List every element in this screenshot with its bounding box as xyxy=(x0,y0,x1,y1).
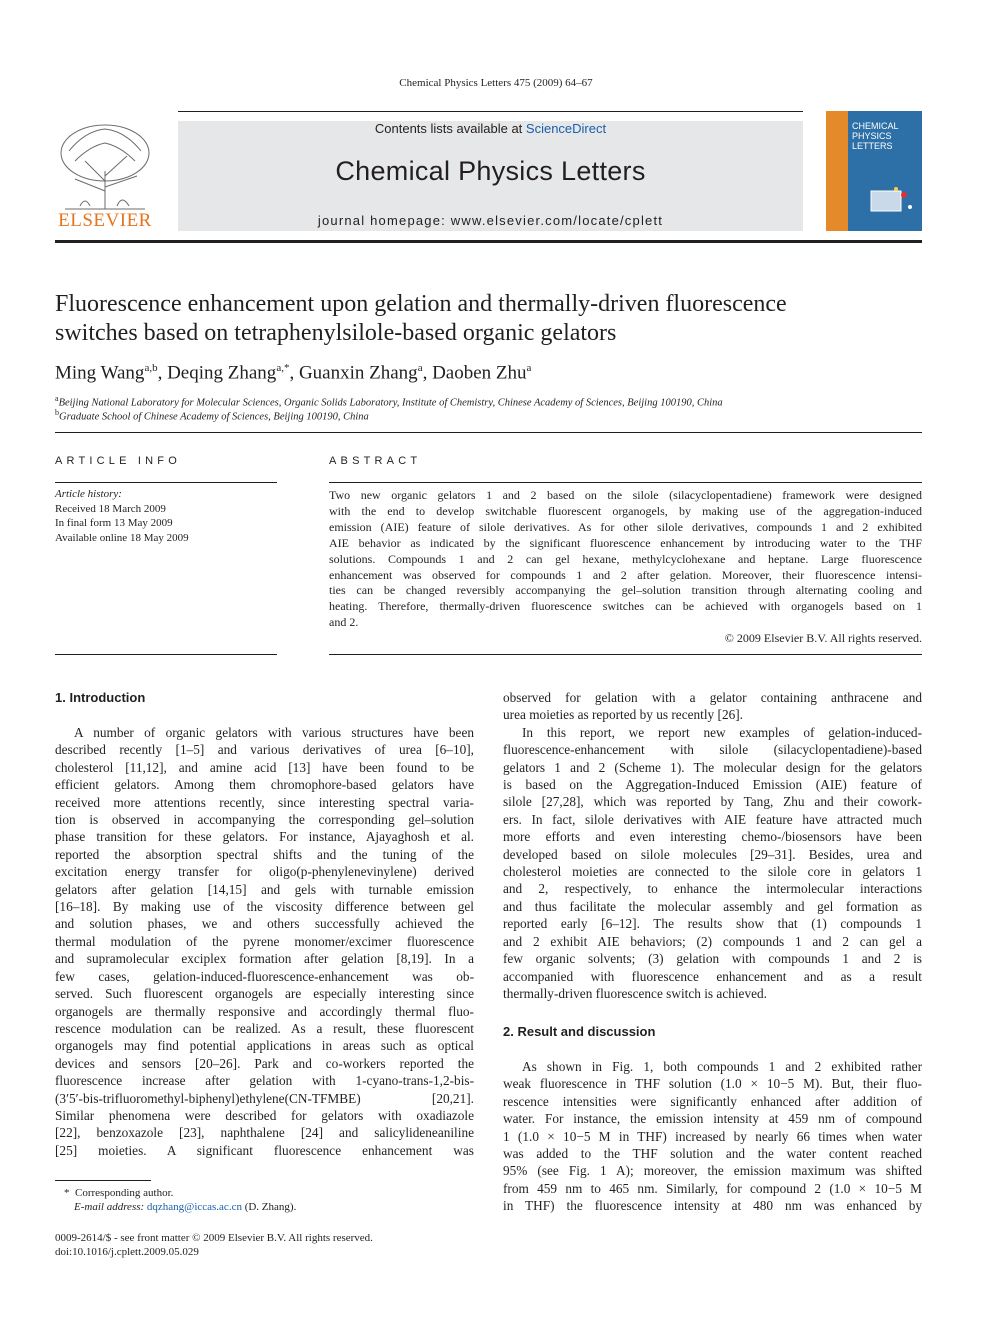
text-line: phase transition for these gelators. For instance, Ajayaghosh et al. xyxy=(55,829,474,845)
footnote-email xyxy=(74,1200,296,1214)
abstract-copyright: © 2009 Elsevier B.V. All rights reserved. xyxy=(724,631,922,645)
cover-title xyxy=(852,121,899,151)
abstract-heading: ABSTRACT xyxy=(329,455,422,467)
text-line: and thus facilitate the molecular assembly and gel formation as xyxy=(503,898,922,914)
author-list xyxy=(55,362,935,384)
footnote-rule xyxy=(55,1180,151,1181)
text-line: excitation energy transfer for oligo(p-phenylenevinylene) derived xyxy=(55,864,474,880)
text-line: In this report, we report new examples of gelation-induced- xyxy=(522,724,922,740)
author-name[interactable]: Daoben Zhu xyxy=(432,362,527,384)
article-info-heading: ARTICLE INFO xyxy=(55,455,181,467)
author-name[interactable]: Guanxin Zhang xyxy=(298,362,418,384)
email-label: E-mail address: xyxy=(74,1201,145,1213)
text-line: ers. In fact, silole derivatives with AIE feature have attracted much xyxy=(503,811,922,827)
text-line: was added to the THF solution and the water content reached xyxy=(503,1146,922,1162)
text-line: devices and sensors [20–26]. Park and co-workers reported the xyxy=(55,1055,474,1071)
contents-prefix: Contents lists available at xyxy=(374,121,526,136)
text-line: AIE behavior as indicated by the significant fluorescence enhancement by introducing water to the THF xyxy=(329,535,922,550)
text-line: enhancement was observed for compounds 1 and 2 after gelation. Moreover, their fluorescence intensi- xyxy=(329,567,922,582)
header-rule-top xyxy=(178,111,803,112)
cover-line: CHEMICAL xyxy=(852,121,899,131)
text-line: Similar phenomena were described for gelators with oxadiazole xyxy=(55,1107,474,1123)
text-line: reported early [6–12]. The results show that (1) compounds 1 xyxy=(503,916,922,932)
text-line: [16–18]. By making use of the viscosity difference between gel xyxy=(55,899,474,915)
journal-title: Chemical Physics Letters xyxy=(335,156,646,186)
divider xyxy=(329,482,922,483)
text-line: organogels are thermally responsive and accordingly thermal fluo- xyxy=(55,1003,474,1019)
author-affil-sup: a,b xyxy=(144,362,158,374)
text-line: reported the absorption spectral shifts and the tuning of the xyxy=(55,846,474,862)
text-line: As shown in Fig. 1, both compounds 1 and 2 exhibited rather xyxy=(522,1059,922,1074)
author-affil-sup: a,* xyxy=(276,362,290,374)
text-line: Two new organic gelators 1 and 2 based on the silole (silacyclopentadiene) framework were designed xyxy=(329,488,922,502)
text-line: and solution phases, we and others successfully achieved the xyxy=(55,916,474,932)
text-line: thermally-driven fluorescence switch is achieved. xyxy=(503,985,767,1001)
email-link[interactable]: dqzhang@iccas.ac.cn xyxy=(146,1201,242,1213)
history-final-form: In final form 13 May 2009 xyxy=(55,517,173,529)
sciencedirect-link[interactable]: ScienceDirect xyxy=(525,121,607,136)
text-line: described recently [1–5] and various derivatives of urea [6–10], xyxy=(55,742,474,758)
divider xyxy=(329,654,922,655)
text-line: rescence modulation can be realized. As a result, these fluorescent xyxy=(55,1020,474,1036)
affiliation xyxy=(55,408,935,423)
text-line: emission (AIE) feature of silole derivatives. As for other silole derivatives, compounds 1 and 2 exhibited xyxy=(329,519,922,534)
text-line: observed for gelation with a gelator containing anthracene and xyxy=(503,690,922,705)
affiliation xyxy=(55,394,935,409)
text-line: efficient gelators. Among them chromophore-based gelators have xyxy=(55,777,474,793)
text-line: few cases, gelation-induced-fluorescence-enhancement was ob- xyxy=(55,968,474,984)
doi-line[interactable]: doi:10.1016/j.cplett.2009.05.029 xyxy=(55,1246,199,1258)
author-affil-sup: a xyxy=(417,362,423,374)
text-line: fluorescence-enhancement with silole (silacyclopentadiene)-based xyxy=(503,742,922,758)
cover-line: PHYSICS xyxy=(852,131,892,141)
author-separator: , xyxy=(157,362,168,384)
author-affil-sup: a xyxy=(526,362,532,374)
text-line: served. Such fluorescent organogels are especially interesting since xyxy=(55,986,474,1002)
text-line: organogels may find potential applications in areas such as optical xyxy=(55,1038,474,1054)
text-line: developed based on silole molecules [29–31]. Besides, urea and xyxy=(503,846,922,862)
text-line: [25] moieties. A significant fluorescence enhancement was xyxy=(55,1142,474,1158)
divider xyxy=(55,654,277,655)
header-rule-thick xyxy=(55,240,922,243)
affiliation-sup: a xyxy=(55,394,59,403)
issn-line: 0009-2614/$ - see front matter © 2009 Elsevier B.V. All rights reserved. xyxy=(55,1232,373,1244)
intro-heading: 1. Introduction xyxy=(55,690,146,705)
journal-cover-thumbnail xyxy=(826,111,922,231)
results-text xyxy=(503,1058,922,1215)
text-line: and 2 exhibit AIE behaviors; (2) compounds 1 and 2 can gel a xyxy=(503,933,922,949)
text-line: rescence intensities were significantly enhanced after addition of xyxy=(503,1093,922,1109)
text-line: water. For instance, the emission intensity at 459 nm of compound xyxy=(503,1111,922,1127)
text-line: thermal modulation of the pyrene monomer/excimer fluorescence xyxy=(55,933,474,949)
text-line: 95% (see Fig. 1 A); moreover, the emission maximum was shifted xyxy=(503,1163,922,1179)
front-matter xyxy=(55,1231,373,1259)
affiliation-text: Beijing National Laboratory for Molecular Sciences, Organic Solids Laboratory, Institute of Chemistry, Chinese Academy of Sciences, Beijing 100190, China xyxy=(58,397,723,409)
text-line: A number of organic gelators with various structures have been xyxy=(74,725,474,740)
email-suffix: (D. Zhang). xyxy=(241,1201,297,1213)
abstract-body xyxy=(329,488,922,631)
author-separator: , xyxy=(422,362,433,384)
text-line: with the end to develop switchable fluorescent organogels, by making use of the aggregation-induced xyxy=(329,503,922,518)
cover-line: LETTERS xyxy=(852,141,893,151)
article-title-line: Fluorescence enhancement upon gelation and thermally-driven fluorescence xyxy=(55,291,787,317)
corresponding-text: Corresponding author. xyxy=(75,1187,174,1199)
elsevier-wordmark: ELSEVIER xyxy=(58,210,152,231)
text-line: received more attentions recently, since interesting spectral varia- xyxy=(55,794,474,810)
journal-citation: Chemical Physics Letters 475 (2009) 64–67 xyxy=(399,77,593,89)
cover-stripe xyxy=(826,111,848,231)
history-online: Available online 18 May 2009 xyxy=(55,531,189,544)
text-line: accompanied with fluorescence enhancement and as a result xyxy=(503,968,922,984)
text-line: cholesterol moieties are connected to the silole core in gelators 1 xyxy=(503,864,922,880)
history-received: Received 18 March 2009 xyxy=(55,502,166,515)
text-line: tion is observed in accompanying the corresponding gel–solution xyxy=(55,812,474,828)
text-line: [22], benzoxazole [23], naphthalene [24] and salicylideneaniline xyxy=(55,1125,474,1141)
text-line: and supramolecular exciplex formation after gelation [8,19]. In a xyxy=(55,951,474,967)
cover-graphic xyxy=(866,181,916,221)
history-label: Article history: xyxy=(55,488,122,500)
text-line: 1 (1.0 × 10−5 M in THF) increased by nearly 66 times when water xyxy=(503,1128,922,1144)
author-separator: , xyxy=(289,362,299,384)
results-heading: 2. Result and discussion xyxy=(503,1024,656,1039)
article-title xyxy=(55,290,935,348)
intro-text-continued xyxy=(503,689,922,1002)
text-line: solutions. Compounds 1 and 2 can gel hexane, methylcyclohexane and heptane. Large fluorescence xyxy=(329,551,922,566)
author-name[interactable]: Ming Wang xyxy=(55,362,145,384)
text-line: in THF) the fluorescence intensity at 480 nm was enhanced by xyxy=(503,1198,922,1214)
text-line: ties can be changed reversibly accompanying the gel–solution transition through alternating cooling and xyxy=(329,583,922,598)
text-line: urea moieties as reported by us recently [26]. xyxy=(503,707,743,723)
affiliation-text: Graduate School of Chinese Academy of Sciences, Beijing 100190, China xyxy=(59,411,369,423)
text-line: more efforts and even interesting chemo-/biosensors have been xyxy=(503,829,922,845)
article-title-line: switches based on tetraphenylsilole-based organic gelators xyxy=(55,320,617,346)
contents-line xyxy=(178,121,803,136)
article-history xyxy=(55,487,277,545)
text-line: from 459 nm to 465 nm. Similarly, for compound 2 (1.0 × 10−5 M xyxy=(503,1180,922,1196)
divider xyxy=(55,482,277,483)
text-line: and 2. xyxy=(329,615,359,630)
text-line: gelators after gelation [14,15] and gels with turnable emission xyxy=(55,881,474,897)
text-line: and 2, respectively, to enhance the intermolecular interactions xyxy=(503,881,922,897)
affiliation-sup: b xyxy=(55,408,59,417)
text-line: is based on the Aggregation-Induced Emission (AIE) feature of xyxy=(503,777,922,793)
text-line: heating. Therefore, thermally-driven fluorescence switches can be achieved with organogels based on 1 xyxy=(329,599,922,614)
author-name[interactable]: Deqing Zhang xyxy=(167,362,277,384)
text-line: gelators 1 and 2 (Scheme 1). The molecular design for the gelators xyxy=(503,759,922,775)
divider xyxy=(55,432,922,433)
footnote-corresponding: * Corresponding author. xyxy=(64,1187,174,1199)
text-line: (3′5′-bis-trifluoromethyl-biphenyl)ethylene(CN-TFMBE) [20,21]. xyxy=(55,1090,474,1106)
journal-homepage[interactable]: journal homepage: www.elsevier.com/locate/cplett xyxy=(317,213,664,228)
intro-text xyxy=(55,724,474,1159)
text-line: silole [27,28], which was reported by Tang, Zhu and their cowork- xyxy=(503,794,922,810)
text-line: cholesterol [11,12], and amine acid [13] have been found to be xyxy=(55,759,474,775)
text-line: fluorescence increase after gelation with 1-cyano-trans-1,2-bis- xyxy=(55,1073,474,1089)
text-line: few organic solvents; (3) gelation with compounds 1 and 2 is xyxy=(503,951,922,967)
text-line: weak fluorescence in THF solution (1.0 × 10−5 M). But, their fluo- xyxy=(503,1076,922,1092)
